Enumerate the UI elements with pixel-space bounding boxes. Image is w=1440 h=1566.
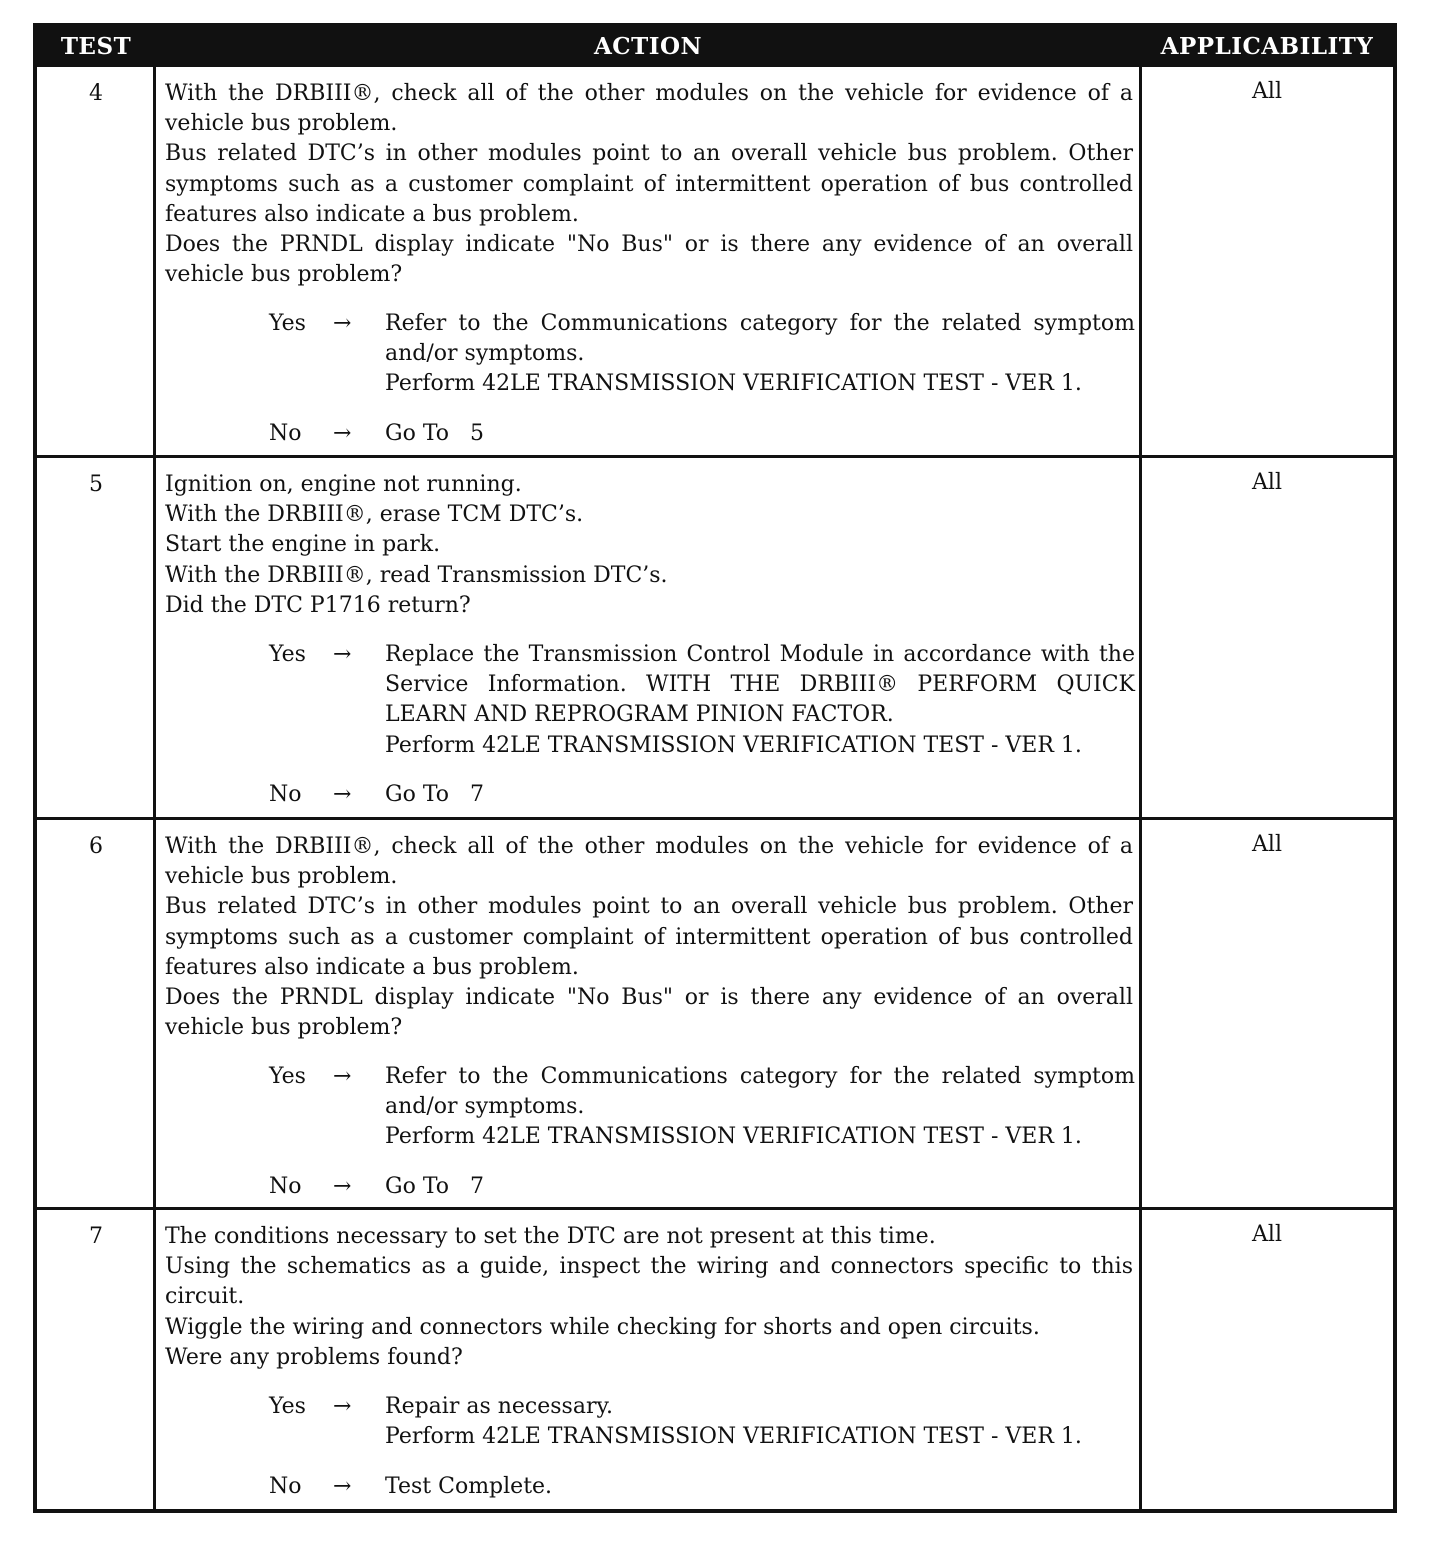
action-line: With the DRBIII®, erase TCM DTC’s. [165, 502, 584, 528]
no-text: Go To 7 [385, 1174, 484, 1199]
table-header [37, 27, 1393, 67]
yes-result [269, 1392, 1135, 1452]
header-applicability: APPLICABILITY [1160, 33, 1374, 60]
action-text [165, 79, 1133, 290]
yes-text: Perform 42LE TRANSMISSION VERIFICATION TEST - VER 1. [385, 1124, 1082, 1150]
table-row [37, 455, 1393, 820]
arrow-icon: → [333, 1394, 352, 1419]
arrow-icon: → [333, 421, 352, 446]
test-number: 5 [89, 472, 103, 497]
no-result [269, 1172, 1135, 1202]
yes-text: Refer to the Communications category for the related symptom and/or symptoms. [385, 311, 1135, 367]
action-line: Using the schematics as a guide, inspect the wiring and connectors specific to this circuit. [165, 1254, 1133, 1310]
action-line: Does the PRNDL display indicate "No Bus" or is there any evidence of an overall vehicle bus problem? [165, 232, 1133, 288]
action-line: Bus related DTC’s in other modules point to an overall vehicle bus problem. Other symptoms such as a customer complaint of intermittent operation of bus controlled features also indicate a bus problem. [165, 141, 1133, 227]
applicability-value: All [1252, 832, 1282, 857]
yes-text: Repair as necessary. [385, 1394, 613, 1419]
yes-label: Yes [269, 1064, 306, 1089]
no-label: No [269, 1474, 302, 1499]
yes-text: Replace the Transmission Control Module in accordance with the Service Information. WITH THE DRBIII® PERFORM QUICK LEARN AND REPROGRAM PINION FACTOR. [385, 642, 1135, 728]
action-line: Start the engine in park. [165, 532, 441, 558]
test-number: 7 [89, 1224, 103, 1249]
action-line: Did the DTC P1716 return? [165, 592, 471, 618]
yes-label: Yes [269, 1394, 306, 1419]
yes-result [269, 640, 1135, 761]
no-result [269, 780, 1135, 810]
applicability-value: All [1252, 1222, 1282, 1247]
yes-text: Perform 42LE TRANSMISSION VERIFICATION TEST - VER 1. [385, 1424, 1082, 1450]
no-label: No [269, 782, 302, 807]
action-line: Ignition on, engine not running. [165, 472, 522, 497]
action-line: Were any problems found? [165, 1344, 463, 1370]
table-row [37, 817, 1393, 1210]
yes-text: Perform 42LE TRANSMISSION VERIFICATION TEST - VER 1. [385, 732, 1082, 758]
no-text: Go To 5 [385, 421, 484, 446]
action-line: With the DRBIII®, read Transmission DTC’s. [165, 562, 668, 588]
yes-text: Refer to the Communications category for the related symptom and/or symptoms. [385, 1064, 1135, 1120]
test-number: 6 [89, 834, 103, 859]
action-line: With the DRBIII®, check all of the other modules on the vehicle for evidence of a vehicle bus problem. [165, 81, 1133, 137]
action-line: The conditions necessary to set the DTC are not present at this time. [165, 1224, 936, 1249]
action-text [165, 470, 1133, 621]
no-result [269, 1472, 1135, 1502]
test-number: 4 [89, 81, 103, 106]
action-line: Does the PRNDL display indicate "No Bus" or is there any evidence of an overall vehicle bus problem? [165, 985, 1133, 1041]
action-text [165, 1222, 1133, 1373]
arrow-icon: → [333, 642, 352, 667]
header-test: TEST [60, 33, 132, 60]
header-action: ACTION [593, 33, 703, 60]
yes-result [269, 1062, 1135, 1153]
yes-label: Yes [269, 642, 306, 667]
no-label: No [269, 1174, 302, 1199]
arrow-icon: → [333, 1174, 352, 1199]
arrow-icon: → [333, 311, 352, 336]
yes-text: Perform 42LE TRANSMISSION VERIFICATION TEST - VER 1. [385, 371, 1082, 397]
yes-label: Yes [269, 311, 306, 336]
no-result [269, 419, 1135, 449]
no-text: Go To 7 [385, 782, 484, 807]
no-label: No [269, 421, 302, 446]
diagnostic-test-table [33, 23, 1397, 1513]
table-row [37, 1207, 1393, 1512]
action-text [165, 832, 1133, 1043]
no-text: Test Complete. [385, 1474, 553, 1499]
arrow-icon: → [333, 1474, 352, 1499]
arrow-icon: → [333, 782, 352, 807]
yes-result [269, 309, 1135, 400]
action-line: Wiggle the wiring and connectors while checking for shorts and open circuits. [165, 1314, 1040, 1340]
action-line: With the DRBIII®, check all of the other modules on the vehicle for evidence of a vehicle bus problem. [165, 834, 1133, 890]
arrow-icon: → [333, 1064, 352, 1089]
action-line: Bus related DTC’s in other modules point to an overall vehicle bus problem. Other symptoms such as a customer complaint of intermittent operation of bus controlled features also indicate a bus problem. [165, 894, 1133, 980]
applicability-value: All [1252, 79, 1282, 104]
applicability-value: All [1252, 470, 1282, 495]
table-row [37, 67, 1393, 457]
